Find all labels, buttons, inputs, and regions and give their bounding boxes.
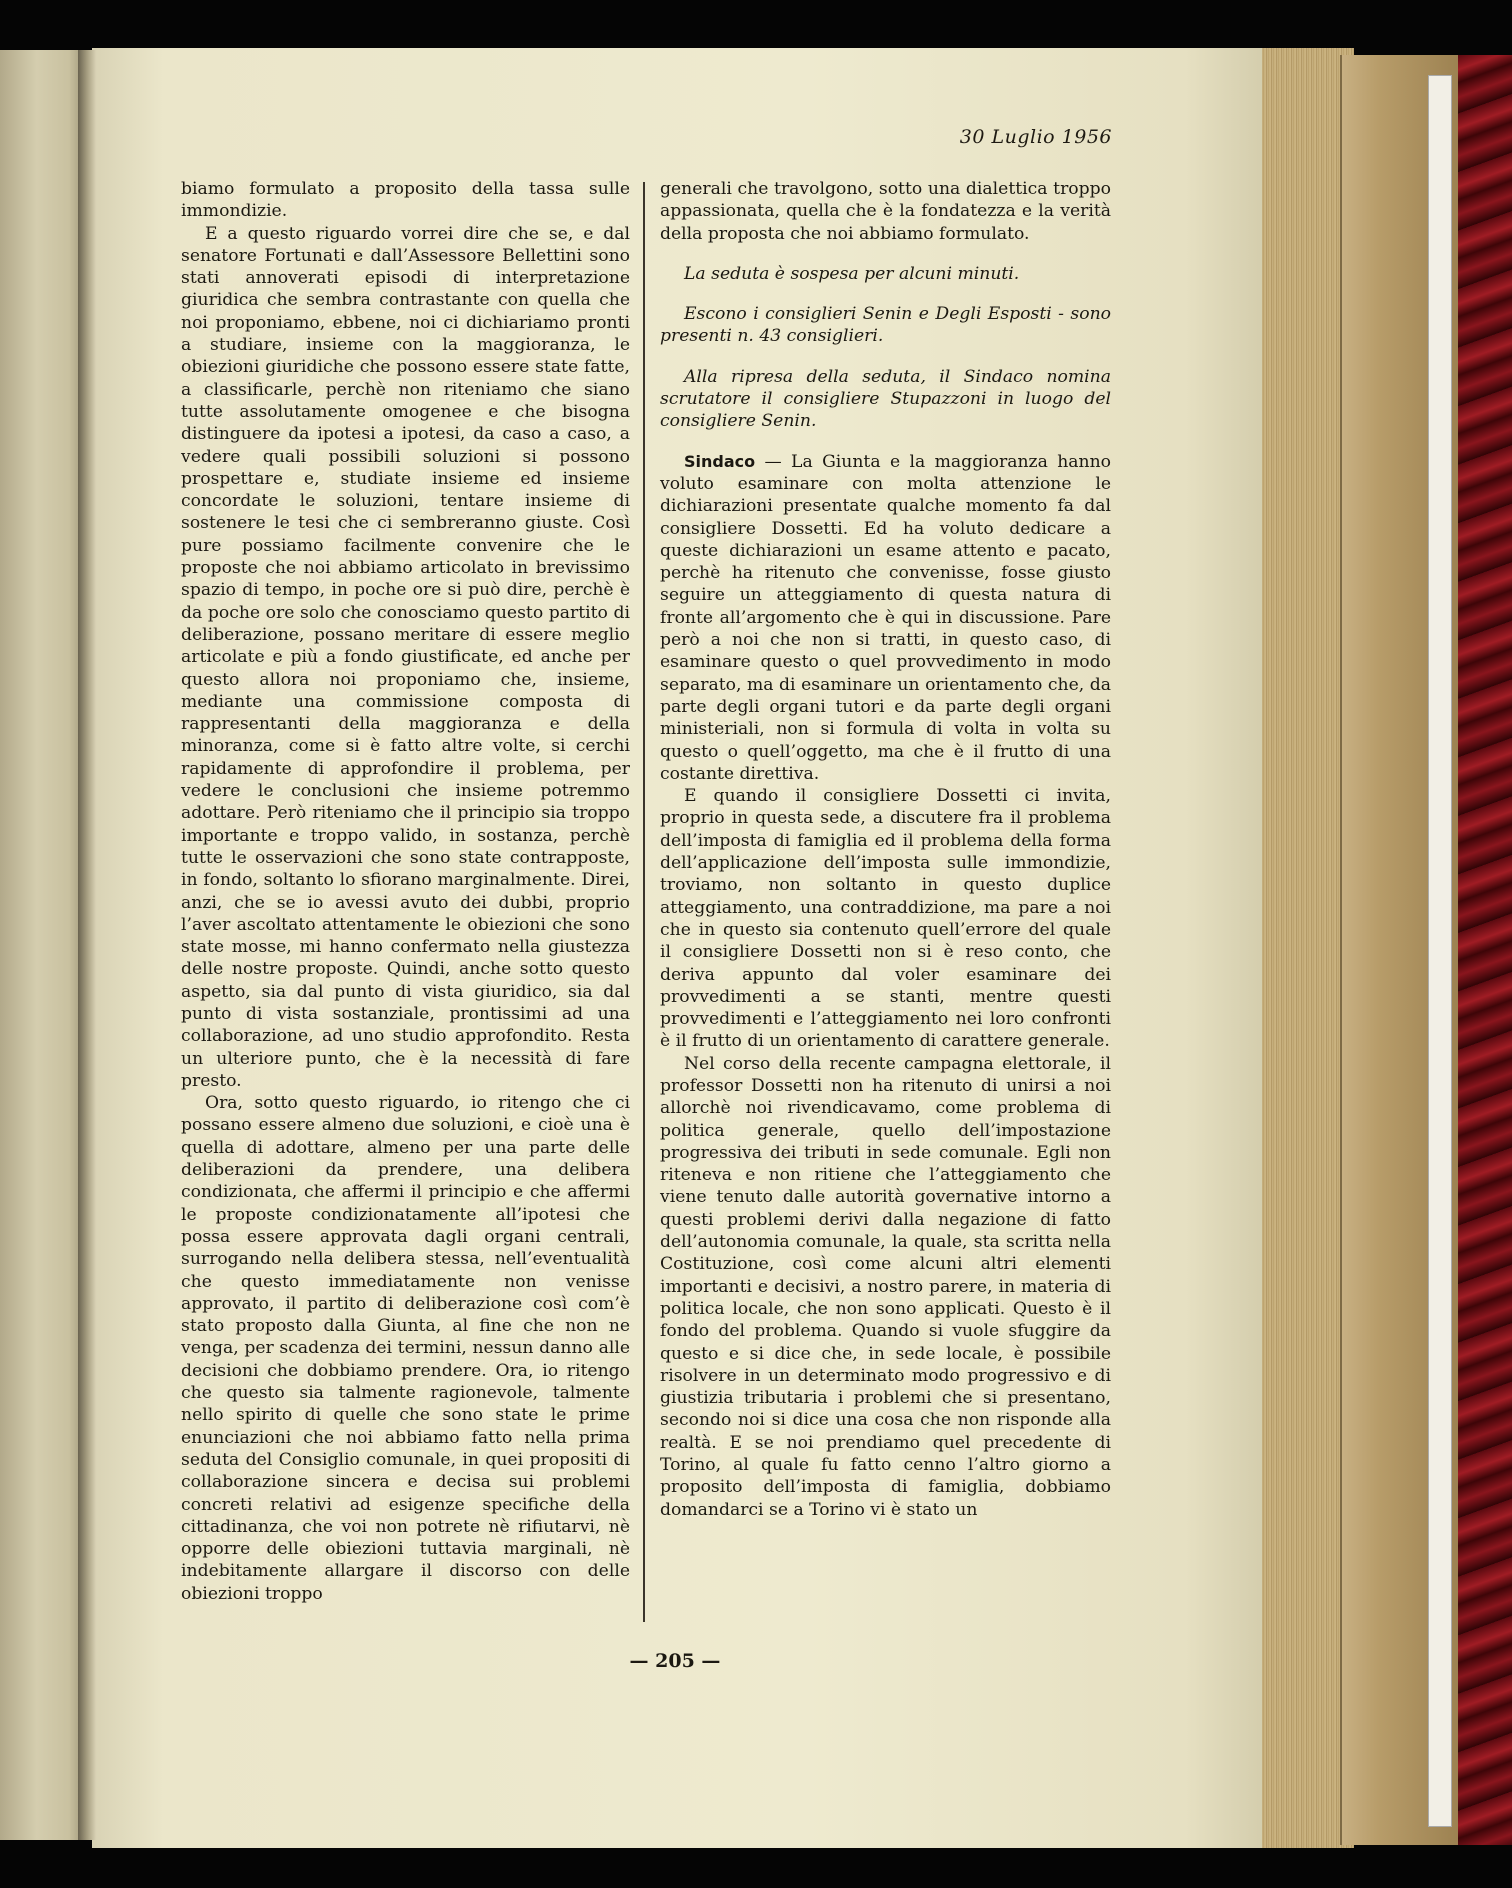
speaker-name: Sindaco [684, 451, 756, 471]
left-text-column [181, 178, 630, 1605]
speech-text: — La Giunta e la maggioranza hanno voluto esaminare con molta attenzione le dichiarazioni presentate qualche momento fa dal consigliere Dossetti. Ed ha voluto dedicare a queste dichiarazioni un esame attento e pacato, perchè ha ritenuto che convenisse, fosse giusto seguire un atteggiamento di questa natura di fronte all’argomento che è qui in discussione. Pare però a noi che non si tratti, in questo caso, di esaminare questo o quel provvedimento in modo separato, ma di esaminare un orientamento che, da parte degli organi tutori e da parte degli organi ministeriali, non si formula di volta in volta su questo o quell’oggetto, ma che è il frutto di una costante direttiva. [660, 451, 1111, 784]
procedural-note: Escono i consiglieri Senin e Degli Esposti - sono presenti n. 43 consiglieri. [660, 304, 1111, 347]
page-number: — 205 — [629, 1650, 721, 1672]
paragraph: E a questo riguardo vorrei dire che se, e dal senatore Fortunati e dall’Assessore Bellettini sono stati annoverati episodi di interpretazione giuridica che sembra contrastante con quella che noi proponiamo, ebbene, noi ci dichiariamo pronti a studiare, insieme con la maggioranza, le obiezioni giuridiche che possono essere state fatte, a classificarle, perchè non riteniamo che siano tutte assolutamente omogenee e che bisogna distinguere da ipotesi a ipotesi, da caso a caso, a vedere quali possibili soluzioni si possono prospettare e, studiate insieme ed insieme concordate le soluzioni, tentare insieme di sostenere le tesi che ci sembreranno giuste. Così pure possiamo facilmente convenire che le proposte che noi abbiamo articolato in brevissimo spazio di tempo, in poche ore si può dire, perchè è da poche ore solo che conosciamo questo partito di deliberazione, possano meritare di essere meglio articolate e più a fondo giustificate, ed anche per questo allora noi proponiamo che, insieme, mediante una commissione composta di rappresentanti della maggioranza e della minoranza, come si è fatto altre volte, si cerchi rapidamente di approfondire il problema, per vedere le conclusioni che insieme potremmo adottare. Però riteniamo che il principio sia troppo importante e troppo valido, in sostanza, perchè tutte le osservazioni che sono state contrapposte, in fondo, soltanto lo sfiorano marginalmente. Direi, anzi, che se io avessi avuto dei dubbi, proprio l’aver ascoltato attentamente le obiezioni che sono state mosse, mi hanno confermato nella giustezza delle nostre proposte. Quindi, anche sotto questo aspetto, sia dal punto di vista giuridico, sia dal punto di vista sostanziale, prontissimi ad una collaborazione, ad uno studio approfondito. Resta un ulteriore punto, che è la necessità di fare presto. [181, 223, 630, 1091]
spine-label-strip [1428, 75, 1452, 1827]
speech-paragraph [660, 451, 1111, 785]
paragraph: Nel corso della recente campagna elettorale, il professor Dossetti non ha ritenuto di unirsi a noi allorchè noi rivendicavamo, come problema di politica generale, quello dell’impostazione progressiva dei tributi in sede comunale. Egli non riteneva e non ritiene che l’atteggiamento che viene tenuto dalle autorità governative intorno a questi problemi derivi dalla negazione di fatto dell’autonomia comunale, la quale, sta scritta nella Costituzione, così come alcuni altri elementi importanti e decisivi, a nostro parere, in materia di politica locale, che non sono applicati. Questo è il fondo del problema. Quando si vuole sfuggire da questo e si dice che, in sede locale, è possibile risolvere in un determinato modo progressivo e di giustizia tributaria i problemi che si presentano, secondo noi si dice una cosa che non risponde alla realtà. E se noi prendiamo quel precedente di Torino, al quale fu fatto cenno l’altro giorno a proposito dell’imposta di famiglia, dobbiamo domandarci se a Torino vi è stato un [660, 1053, 1111, 1520]
marbled-cover [1458, 55, 1512, 1845]
page-header-date: 30 Luglio 1956 [959, 126, 1112, 148]
book-gutter [78, 50, 96, 1840]
procedural-note: La seduta è sospesa per alcuni minuti. [684, 263, 1020, 284]
paragraph: biamo formulato a proposito della tassa sulle immondizie. [181, 179, 630, 222]
paragraph: E quando il consigliere Dossetti ci invita, proprio in questa sede, a discutere fra il problema dell’imposta di famiglia ed il problema della forma dell’applicazione dell’imposta sulle immondizie, troviamo, non soltanto in questo duplice atteggiamento, una contraddizione, ma pare a noi che in questo sia contenuto quell’errore del quale il consigliere Dossetti non si è reso conto, che deriva appunto dal voler esaminare dei provvedimenti a se stanti, mentre questi provvedimenti e l’atteggiamento nei loro confronti è il frutto di un orientamento di carattere generale. [660, 786, 1111, 1052]
right-text-column [660, 178, 1111, 1521]
paragraph: generali che travolgono, sotto una dialettica troppo appassionata, quella che è la fondatezza e la verità della proposta che noi abbiamo formulato. [660, 179, 1111, 244]
paragraph: Ora, sotto questo riguardo, io ritengo che ci possano essere almeno due soluzioni, e cioè una è quella di adottare, almeno per una parte delle deliberazioni da prendere, una delibera condizionata, che affermi il principio e che affermi le proposte condizionatamente all’ipotesi che possa essere approvata dagli organi centrali, surrogando nella delibera stessa, nell’eventualità che questo immediatamente non venisse approvato, il partito di deliberazione così com’è stato proposto dalla Giunta, al fine che non ne venga, per scadenza dei termini, nessun danno alle decisioni che dobbiamo prendere. Ora, io ritengo che questo sia talmente ragionevole, talmente nello spirito di quelle che sono state le prime enunciazioni che noi abbiamo fatto nella prima seduta del Consiglio comunale, in quei propositi di collaborazione sincera e decisa sui problemi concreti relativi ad esigenze specifiche della cittadinanza, che voi non potrete nè rifiutarvi, nè opporre delle obiezioni tuttavia marginali, nè indebitamente allargare il discorso con delle obiezioni troppo [181, 1093, 630, 1604]
column-divider [643, 182, 645, 1622]
procedural-note: Alla ripresa della seduta, il Sindaco nomina scrutatore il consigliere Stupazzoni in luogo del consigliere Senin. [660, 366, 1111, 432]
